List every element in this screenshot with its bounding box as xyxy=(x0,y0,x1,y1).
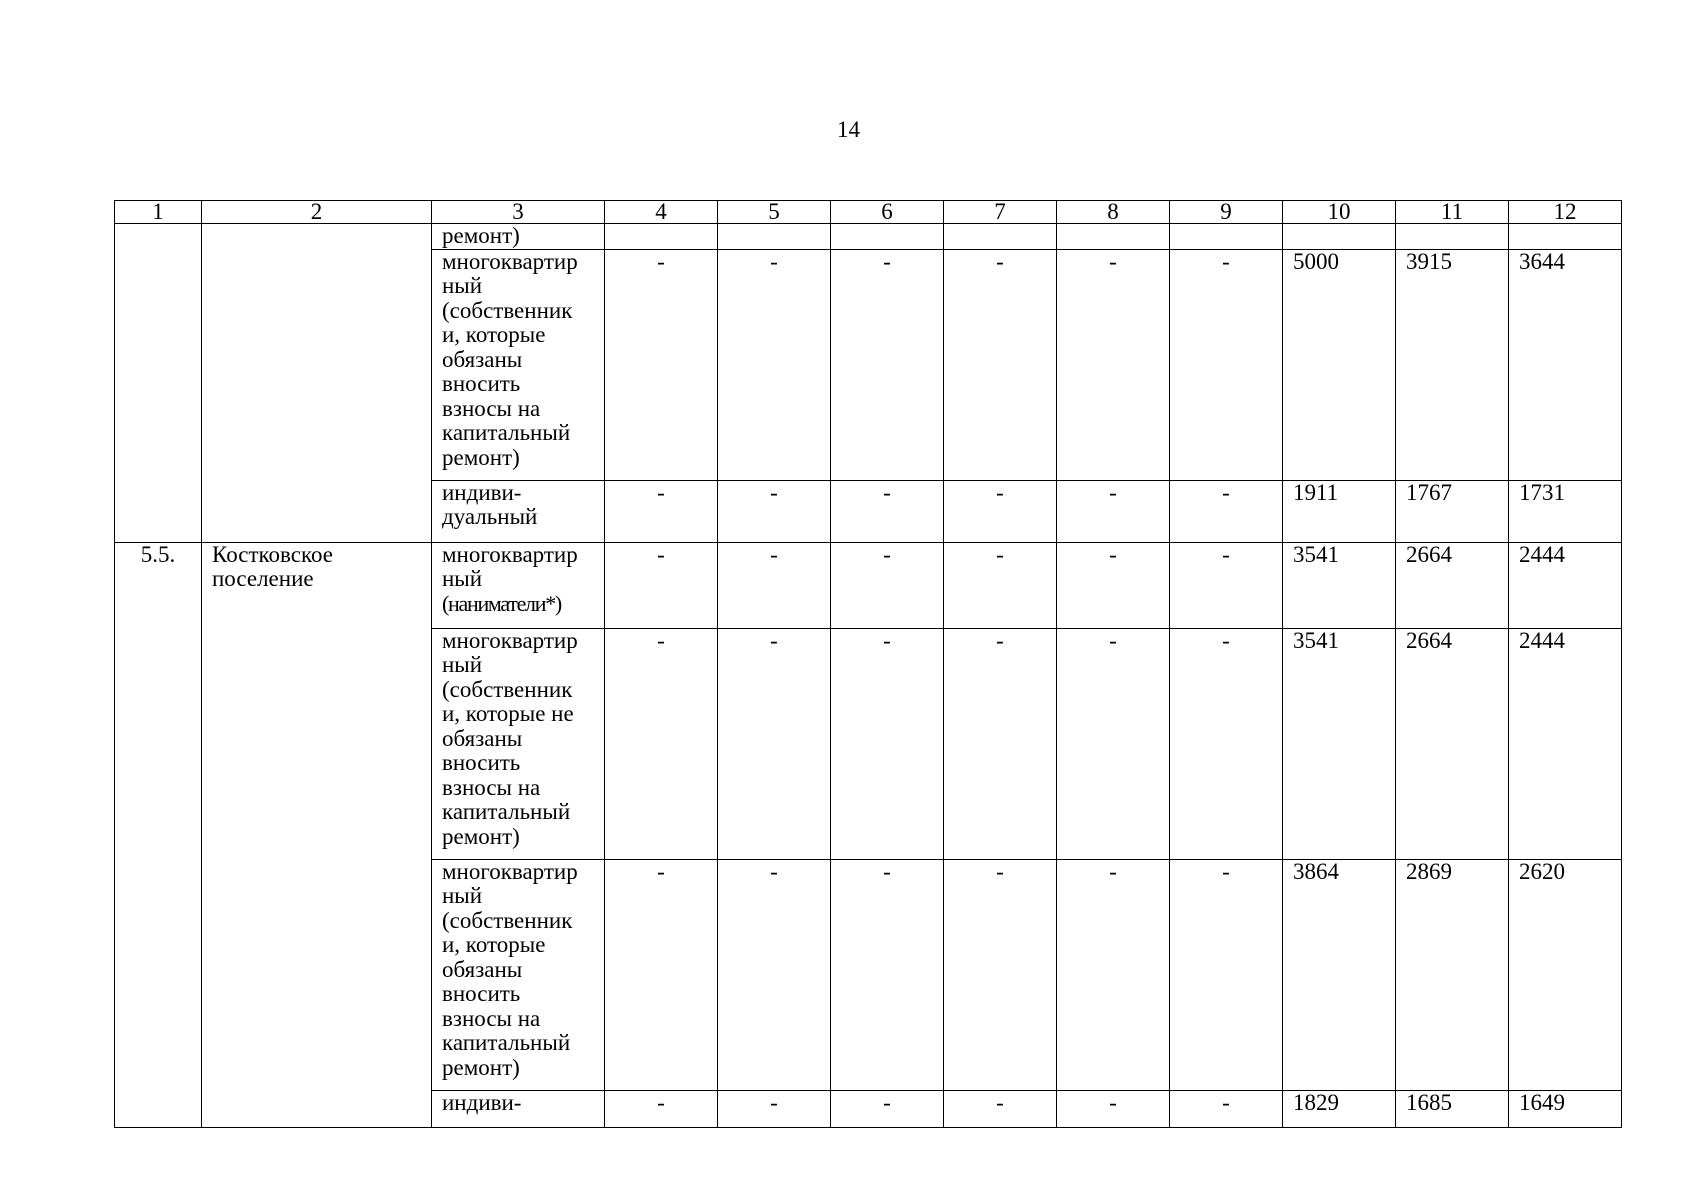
header-cell: 10 xyxy=(1283,201,1396,224)
value-cell: 3915 xyxy=(1396,249,1509,480)
value-cell xyxy=(718,224,831,250)
housing-type-cell xyxy=(432,542,605,628)
housing-type-line: (собственник xyxy=(442,676,573,702)
housing-type-line: и, которые xyxy=(442,322,546,347)
housing-type-line: капитальный xyxy=(442,1030,571,1055)
dash-cell: - xyxy=(831,542,944,628)
housing-type-line: индиви- xyxy=(442,1090,522,1115)
housing-type-line: ремонт) xyxy=(442,444,520,470)
dash-cell: - xyxy=(944,859,1057,1090)
dash-cell: - xyxy=(1170,628,1283,859)
tariff-table xyxy=(114,200,1622,1128)
dash-cell: - xyxy=(831,628,944,859)
settlement-cell xyxy=(202,542,432,1127)
housing-type-line: многоквартир xyxy=(442,249,578,274)
header-row xyxy=(115,201,1622,224)
value-cell: 2444 xyxy=(1509,542,1622,628)
dash-cell: - xyxy=(831,480,944,542)
housing-type-line: обязаны xyxy=(442,725,523,751)
value-cell: 2444 xyxy=(1509,628,1622,859)
header-cell: 4 xyxy=(605,201,718,224)
dash-cell: - xyxy=(605,542,718,628)
housing-type-line: капитальный xyxy=(442,799,571,824)
housing-type-cell xyxy=(432,1090,605,1127)
header-cell: 8 xyxy=(1057,201,1170,224)
row-number-cell: 5.5. xyxy=(115,542,202,1127)
dash-cell: - xyxy=(831,249,944,480)
table-row xyxy=(115,224,1622,250)
settlement-line: поселение xyxy=(212,566,314,591)
value-cell: 1731 xyxy=(1509,480,1622,542)
header-cell: 2 xyxy=(202,201,432,224)
dash-cell: - xyxy=(1057,480,1170,542)
dash-cell: - xyxy=(718,1090,831,1127)
dash-cell: - xyxy=(831,859,944,1090)
value-cell xyxy=(1509,224,1622,250)
value-cell: 2869 xyxy=(1396,859,1509,1090)
housing-type-line: (собственник xyxy=(442,297,573,323)
housing-type-line: обязаны xyxy=(442,346,523,372)
housing-type-cell xyxy=(432,480,605,542)
value-cell: 1911 xyxy=(1283,480,1396,542)
housing-type-cell xyxy=(432,224,605,250)
dash-cell: - xyxy=(605,1090,718,1127)
header-cell: 7 xyxy=(944,201,1057,224)
value-cell xyxy=(944,224,1057,250)
header-cell: 1 xyxy=(115,201,202,224)
dash-cell: - xyxy=(1170,859,1283,1090)
housing-type-line: взносы на xyxy=(442,395,541,421)
dash-cell: - xyxy=(605,628,718,859)
housing-type-line: ремонт) xyxy=(442,223,520,248)
housing-type-line: взносы на xyxy=(442,1005,541,1031)
dash-cell: - xyxy=(718,859,831,1090)
dash-cell: - xyxy=(944,628,1057,859)
dash-cell: - xyxy=(1170,542,1283,628)
header-cell: 5 xyxy=(718,201,831,224)
page-number: 14 xyxy=(837,117,860,142)
housing-type-line: взносы на xyxy=(442,774,541,800)
housing-type-line: и, которые xyxy=(442,932,546,957)
housing-type-line: многоквартир xyxy=(442,628,578,653)
dash-cell: - xyxy=(605,249,718,480)
value-cell: 2664 xyxy=(1396,628,1509,859)
dash-cell: - xyxy=(1057,1090,1170,1127)
housing-type-line: ремонт) xyxy=(442,1054,520,1080)
housing-type-line: (собственник xyxy=(442,907,573,933)
housing-type-line: (наниматели*) xyxy=(442,590,561,616)
dash-cell: - xyxy=(1170,249,1283,480)
dash-cell: - xyxy=(1057,249,1170,480)
header-cell: 3 xyxy=(432,201,605,224)
dash-cell: - xyxy=(944,1090,1057,1127)
housing-type-line: вносить xyxy=(442,371,521,396)
housing-type-line: вносить xyxy=(442,981,521,1006)
value-cell: 1649 xyxy=(1509,1090,1622,1127)
value-cell: 1829 xyxy=(1283,1090,1396,1127)
housing-type-line: дуальный xyxy=(442,504,538,529)
value-cell: 1685 xyxy=(1396,1090,1509,1127)
value-cell: 3864 xyxy=(1283,859,1396,1090)
housing-type-line: индиви- xyxy=(442,480,522,505)
dash-cell: - xyxy=(1057,859,1170,1090)
value-cell: 1767 xyxy=(1396,480,1509,542)
housing-type-cell xyxy=(432,628,605,859)
housing-type-line: ный xyxy=(442,883,483,908)
dash-cell: - xyxy=(718,542,831,628)
value-cell xyxy=(1283,224,1396,250)
value-cell xyxy=(1396,224,1509,250)
settlement-line: Костковское xyxy=(212,542,333,567)
row-number-cell xyxy=(115,224,202,543)
housing-type-cell xyxy=(432,249,605,480)
header-cell: 6 xyxy=(831,201,944,224)
housing-type-line: ный xyxy=(442,652,483,677)
value-cell xyxy=(1170,224,1283,250)
housing-type-line: вносить xyxy=(442,750,521,775)
value-cell: 5000 xyxy=(1283,249,1396,480)
dash-cell: - xyxy=(718,480,831,542)
dash-cell: - xyxy=(831,1090,944,1127)
value-cell: 3541 xyxy=(1283,628,1396,859)
dash-cell: - xyxy=(944,249,1057,480)
housing-type-line: капитальный xyxy=(442,420,571,445)
housing-type-line: ремонт) xyxy=(442,823,520,849)
housing-type-cell xyxy=(432,859,605,1090)
dash-cell: - xyxy=(1170,1090,1283,1127)
dash-cell: - xyxy=(944,480,1057,542)
header-cell: 9 xyxy=(1170,201,1283,224)
dash-cell: - xyxy=(605,480,718,542)
value-cell: 2664 xyxy=(1396,542,1509,628)
housing-type-line: обязаны xyxy=(442,956,523,982)
housing-type-line: ный xyxy=(442,566,483,591)
dash-cell: - xyxy=(605,859,718,1090)
housing-type-line: ный xyxy=(442,273,483,298)
value-cell: 3644 xyxy=(1509,249,1622,480)
dash-cell: - xyxy=(1170,480,1283,542)
dash-cell: - xyxy=(718,628,831,859)
value-cell: 3541 xyxy=(1283,542,1396,628)
housing-type-line: многоквартир xyxy=(442,542,578,567)
dash-cell: - xyxy=(1057,542,1170,628)
settlement-cell xyxy=(202,224,432,543)
housing-type-line: многоквартир xyxy=(442,859,578,884)
value-cell: 2620 xyxy=(1509,859,1622,1090)
dash-cell: - xyxy=(944,542,1057,628)
dash-cell: - xyxy=(718,249,831,480)
dash-cell: - xyxy=(1057,628,1170,859)
table-row xyxy=(115,542,1622,628)
value-cell xyxy=(1057,224,1170,250)
value-cell xyxy=(605,224,718,250)
value-cell xyxy=(831,224,944,250)
header-cell: 11 xyxy=(1396,201,1509,224)
header-cell: 12 xyxy=(1509,201,1622,224)
housing-type-line: и, которые не xyxy=(442,701,574,726)
